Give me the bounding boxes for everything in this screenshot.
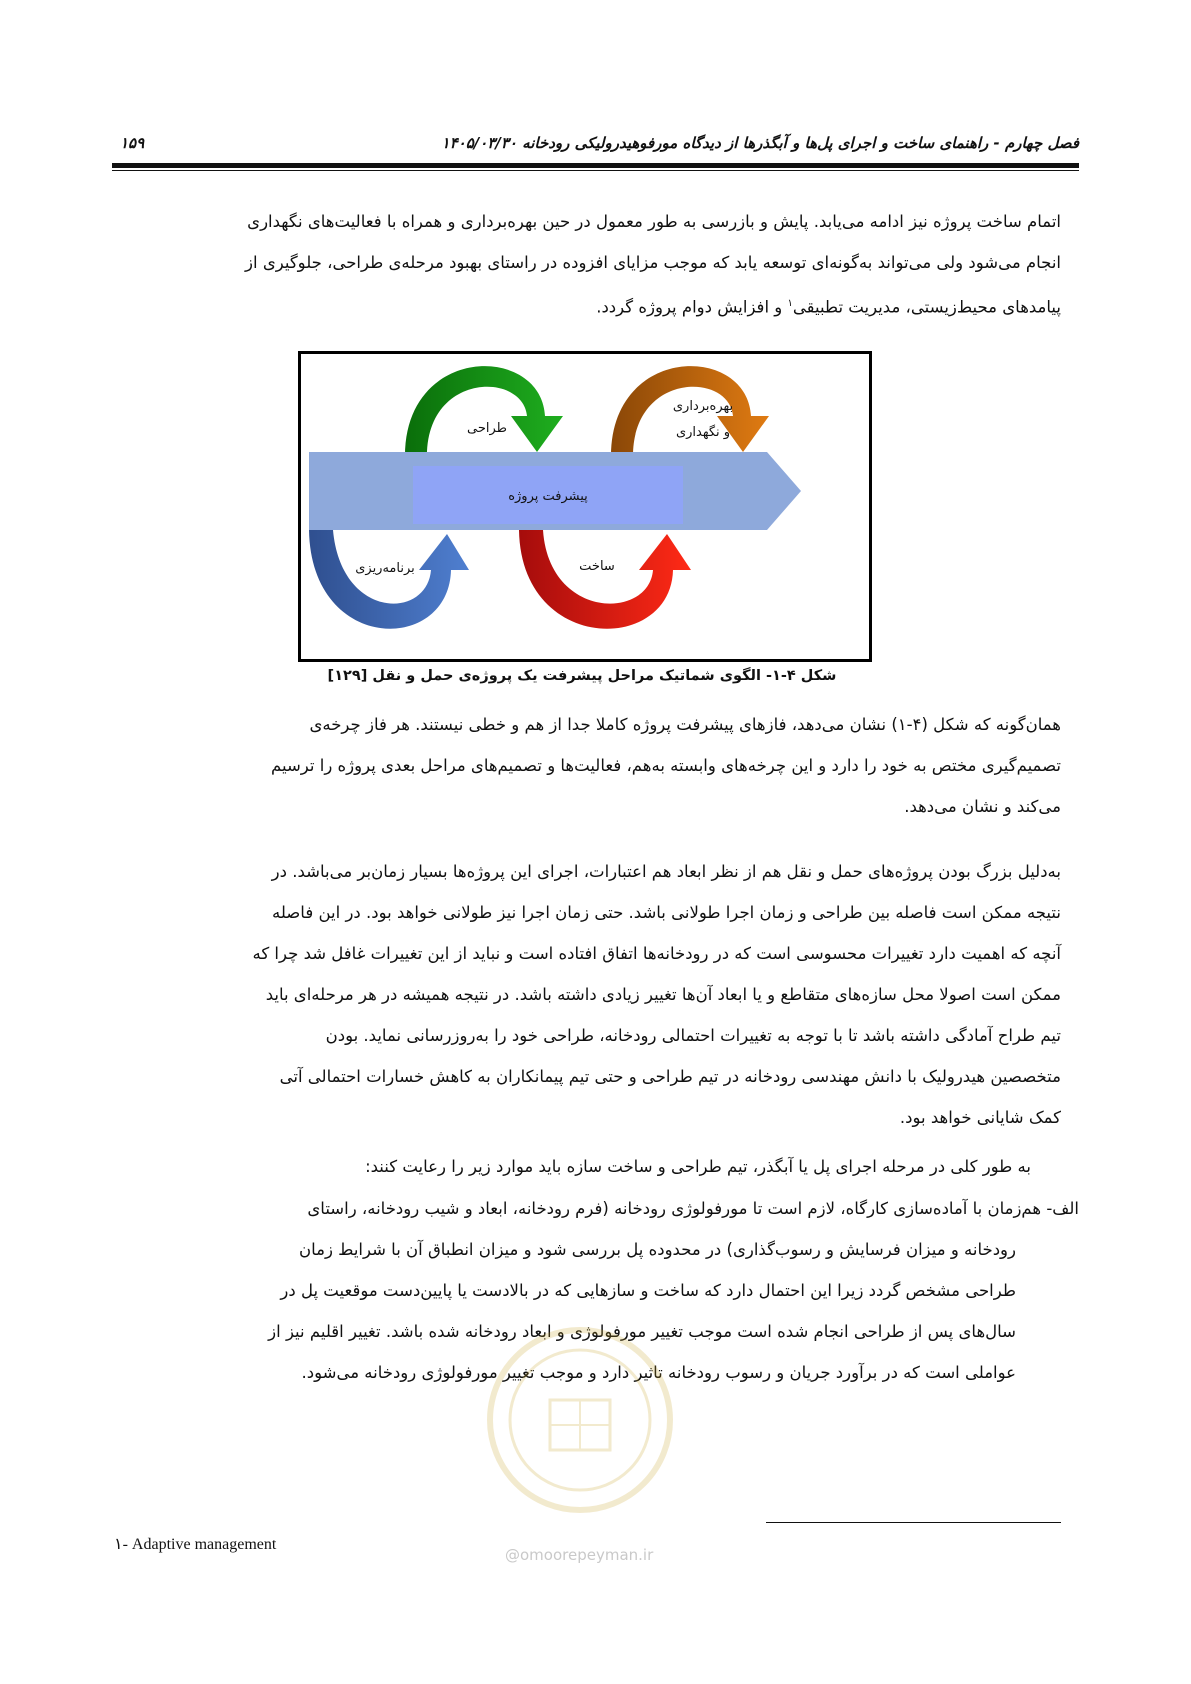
planning-label: برنامه‌ریزی (355, 561, 415, 576)
header-rule-thick (112, 163, 1079, 168)
text-line: سال‌های پس از طراحی انجام شده است موجب تغییر مورفولوژی و ابعاد رودخانه شده باشد. تغییر اقلیم نیز از (268, 1322, 1016, 1341)
text-line: آنچه که اهمیت دارد تغییرات محسوسی است که در رودخانه‌ها اتفاق افتاده است و نباید از این تغییرات غافل شد چرا که (252, 944, 1061, 963)
design-cycle-arrow (405, 366, 563, 456)
text-line: عواملی است که در برآورد جریان و رسوب رودخانه تاثیر دارد و موجب تغییر مورفولوژی رودخانه می‌شود. (301, 1363, 1016, 1382)
intro-text: پیامدهای محیط‌زیستی، مدیریت تطبیقی (792, 297, 1061, 317)
center-label: پیشرفت پروژه (508, 489, 588, 504)
paragraph-4 (115, 1146, 1061, 1187)
item-label: الف- (1041, 1199, 1079, 1218)
watermark-text: @omoorepeyman.ir (505, 1546, 654, 1564)
intro-line: انجام می‌شود ولی می‌تواند به‌گونه‌ای توسعه یابد که موجب مزایای افزوده در راستای بهبود مرحله‌ی طراحی، جلوگیری از (245, 253, 1061, 272)
text-line: به طور کلی در مرحله اجرای پل یا آبگذر، تیم طراحی و ساخت سازه باید موارد زیر را رعایت کنند: (365, 1157, 1031, 1176)
construction-cycle-arrow (519, 530, 691, 629)
text-line: به‌دلیل بزرگ بودن پروژه‌های حمل و نقل هم از نظر ابعاد هم اعتبارات، اجرای این پروژه‌ها بسیار زمان‌بر می‌باشد. در (271, 862, 1061, 881)
text-line (133, 1188, 1079, 1229)
operation-label-1: بهره‌برداری (672, 399, 734, 414)
footnote: ۱- Adaptive management (114, 1536, 277, 1553)
intro-line: اتمام ساخت پروژه نیز ادامه می‌یابد. پایش و بازرسی به طور معمول در حین بهره‌برداری و همراه با فعالیت‌های نگهداری (247, 212, 1061, 231)
text-line: همان‌گونه که شکل (۴-۱) نشان می‌دهد، فازهای پیشرفت پروژه کاملا جدا از هم و خطی نیستند. هر فاز چرخه‌ی (309, 715, 1061, 734)
text-line: ممکن است اصولا محل سازه‌های متقاطع و یا ابعاد آن‌ها تغییر زیادی داشته باشد. در نتیجه همیشه در هر مرحله‌ای باید (265, 985, 1061, 1004)
planning-cycle-arrow (309, 530, 469, 629)
text-line: متخصصین هیدرولیک با دانش مهندسی رودخانه در تیم طراحی و حتی تیم پیمانکاران به کاهش خسارات احتمالی آتی (279, 1067, 1061, 1086)
operation-label-2: و نگهداری (675, 425, 731, 440)
page-number: ۱۵۹ (120, 134, 145, 152)
text-line: نتیجه ممکن است فاصله بین طراحی و زمان اجرا طولانی باشد. حتی زمان اجرا نیز طولانی خواهد بود. در این فاصله (271, 903, 1061, 922)
progress-diagram (301, 354, 869, 659)
text-line: کمک شایانی خواهد بود. (899, 1108, 1061, 1127)
figure-caption: شکل ۴-۱- الگوی شماتیک مراحل پیشرفت یک پروژه‌ی حمل و نقل [۱۲۹] (327, 668, 837, 684)
design-label: طراحی (466, 421, 508, 436)
intro-paragraph (115, 201, 1061, 328)
item-text: هم‌زمان با آماده‌سازی کارگاه، لازم است تا مورفولوژی رودخانه (فرم رودخانه، ابعاد و شیب رودخانه، راستای (307, 1199, 1042, 1218)
text-line: رودخانه و میزان فرسایش و رسوب‌گذاری) در محدوده پل بررسی شود و میزان انطباق آن با شرایط زمان (298, 1240, 1016, 1259)
footnote-rule (766, 1522, 1061, 1523)
text-line: تصمیم‌گیری مختص به خود را دارد و این چرخه‌های وابسته به‌هم، فعالیت‌ها و تصمیم‌های مراحل بعدی پروژه را ترسیم (271, 756, 1061, 775)
text-line: می‌کند و نشان می‌دهد. (904, 797, 1061, 816)
intro-text: و افزایش دوام پروژه گردد. (596, 297, 788, 317)
text-line: طراحی مشخص گردد زیرا این احتمال دارد که ساخت و سازهایی که در بالادست یا پایین‌دست موقعیت پل در (280, 1281, 1016, 1300)
header-rule-thin (112, 170, 1079, 171)
intro-line (115, 283, 1061, 328)
project-progress-figure (298, 351, 872, 662)
construction-label: ساخت (579, 559, 615, 574)
paragraph-2 (115, 704, 1061, 827)
watermark-logo (480, 1310, 680, 1570)
text-line: تیم طراح آمادگی داشته باشد تا با توجه به تغییرات احتمالی رودخانه، طراحی خود را به‌روزرسانی نماید. بودن (325, 1026, 1061, 1045)
paragraph-3 (115, 851, 1061, 1138)
page-header (112, 128, 1079, 158)
chapter-title: فصل چهارم - راهنمای ساخت و اجرای پل‌ها و آبگذرها از دیدگاه مورفوهیدرولیکی رودخانه ۱۴۰۵/۰۳/۳۰ (441, 134, 1079, 152)
footnote-marker: ۱ (787, 298, 793, 309)
